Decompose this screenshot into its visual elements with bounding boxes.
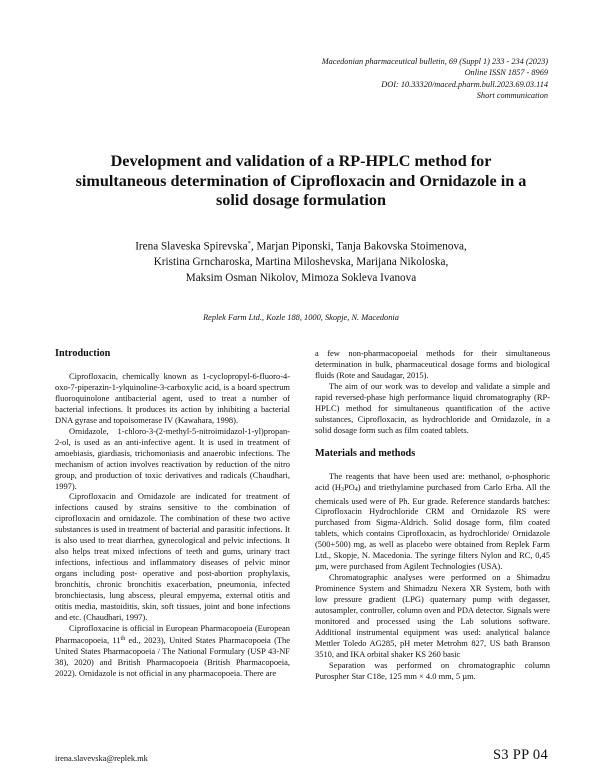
author-email: irena.slavevska@replek.mk	[55, 754, 148, 763]
subscript-3: 3	[340, 486, 344, 493]
page-code: S3 PP 04	[492, 747, 548, 763]
journal-doi: DOI: 10.33320/maced.pharm.bull.2023.69.03.114	[381, 79, 548, 89]
authors	[60, 236, 542, 287]
authors-line-3: Maksim Osman Nikolov, Mimoza Sokleva Ivanova	[185, 271, 417, 284]
subscript-4: 4	[354, 486, 358, 493]
intro-paragraph-2: Ornidazole, 1-chloro-3-(2-methyl-5-nitroimidazol-1-yl)propan-2-ol, is used as an anti-infective agent. It is used in treatment of amoebiasis, giardiasis, trichomoniasis and anaerobic infections. The mechanism of action involves reactivation by reduction of the nitro group, and production of toxic derivatives and radicals (Chaudhari, 1997).	[55, 425, 290, 491]
journal-info	[228, 56, 548, 102]
journal-citation: Macedonian pharmaceutical bulletin, 69 (Suppl 1) 233 - 234 (2023)	[321, 57, 548, 66]
methods-paragraph-1	[315, 471, 550, 573]
methods-p1-part-c: ) and triethylamine purchased from Carlo Erba. All the chemicals used were of Ph. Eur grade. Reference standards batches: Ciprofloxacin Hydrochloride CRM and Ornidazole RS were purchased from Sigma-Aldrich. Solid dosage form, film coated tablets, which contains Ciprofloxacin, as hydrochloride/ Ornidazole (500+500) mg, as well as placebo were obtained from Replek Farm Ltd., Skopje, N. Macedonia. The syringe filters Nylon and RC, 0,45 µm, were purchased from Agilent Technologies (USA).	[315, 481, 550, 572]
methods-p1-part-a: The reagents that have been used are: methanol, o-phosphoric acid (H	[315, 470, 550, 492]
edition-superscript: th	[120, 635, 126, 642]
intro-p4-part-b: ed., 2023), United States Pharmacopoeia (The United States Pharmacopoeia / The National Formulary (USP 43-NF 38), 2020) and British Pharmacopoeia (British Pharmacopoeia, 2022). Ornidazole is not official in any pharmacopoeia. There are	[55, 634, 290, 678]
authors-line-1	[60, 236, 542, 255]
methods-paragraph-2: Chromatographic analyses were performed on a Shimadzu Prominence System and Shimadzu Nexera XR System, both with low pressure gradient (LPG) quaternary pump with degasser, autosampler, controller, column oven and PDA detector. Signals were monitored and processed using the Lab solutions software. Additional instrumental equipment was used: analytical balance Mettler Toledo AG285, pH meter Metrohm 827, US bath Branson 3510, and IKA orbital shaker KS 260 basic	[315, 572, 550, 659]
article-type: Short communication	[476, 91, 548, 101]
left-column	[55, 348, 290, 679]
corresponding-author: Irena Slaveska Spirevska	[135, 240, 248, 253]
intro-paragraph-4-continued: a few non-pharmacopoeial methods for their simultaneous determination in bulk, pharmaceutical dosage forms and biological fluids (Rote and Saudagar, 2015).	[315, 348, 550, 380]
intro-paragraph-3: Ciprofloxacin and Ornidazole are indicated for treatment of infections caused by strains sensitive to the combination of ciprofloxacin and ornidazole. The combination of these two active substances is used in treatment of bacterial and parasitic infections. It is also used to treat diarrhea, gynecological and pelvic infections. It also helps treat mixed infections of teeth and gums, urinary tract infections, infectious and inflammatory diseases of pelvic minor organs including post- operative and post-abortion prophylaxis, bronchitis, chronic bronchitis exacerbation, pneumonia, infected bronchiectasis, lung abscess, pleural empyema, external otitis and otitis media, mastoiditis, skin, soft tissues, joint and bone infections and etc. (Chaudhari, 1997).	[55, 491, 290, 622]
affiliation: Replek Farm Ltd., Kozle 188, 1000, Skopje, N. Macedonia	[203, 313, 399, 322]
authors-rest-1: , Marjan Piponski, Tanja Bakovska Stoimenova,	[250, 240, 467, 253]
title-line-1: Development and validation of a RP-HPLC method for	[110, 152, 492, 170]
intro-paragraph-4	[55, 623, 290, 679]
methods-paragraph-3: Separation was performed on chromatographic column Purospher Star C18e, 125 mm × 4.0 mm, 5 µm.	[315, 659, 550, 681]
intro-paragraph-1: Ciprofloxacin, chemically known as 1-cyclopropyl-6-fluoro-4-oxo-7-piperazin-1-ylquinoline-3-carboxylic acid, is a board spectrum fluoroquinolone antibacterial agent, used to treat a number of bacterial infections. It produces its action by inhibiting a bacterial DNA gyrase and topoisomerase IV (Kawahara, 1998).	[55, 371, 290, 425]
aim-paragraph: The aim of our work was to develop and validate a simple and rapid reversed-phase high performance liquid chromatography (RP-HPLC) method for simultaneous quantification of the active substances, Ciprofloxacin, as hydrochloride and Ornidazole, in a solid dosage form such as film coated tablets.	[315, 380, 550, 435]
introduction-heading: Introduction	[55, 348, 111, 359]
title-line-2: simultaneous determination of Ciprofloxacin and Ornidazole in a	[75, 171, 527, 190]
right-column	[315, 348, 550, 682]
paper-title	[60, 152, 542, 211]
authors-line-2: Kristina Grncharoska, Martina Miloshevska, Marijana Nikoloska,	[153, 256, 449, 269]
corresponding-mark: *	[247, 240, 251, 247]
title-line-3: solid dosage formulation	[216, 191, 386, 210]
materials-methods-heading: Materials and methods	[315, 447, 416, 459]
methods-p1-part-b: PO	[343, 481, 355, 492]
journal-issn: Online ISSN 1857 - 8969	[464, 68, 548, 78]
intro-p4-part-a: Ciprofloxacine is official in European Pharmacopoeia (European Pharmacopoeia, 11	[55, 622, 290, 645]
